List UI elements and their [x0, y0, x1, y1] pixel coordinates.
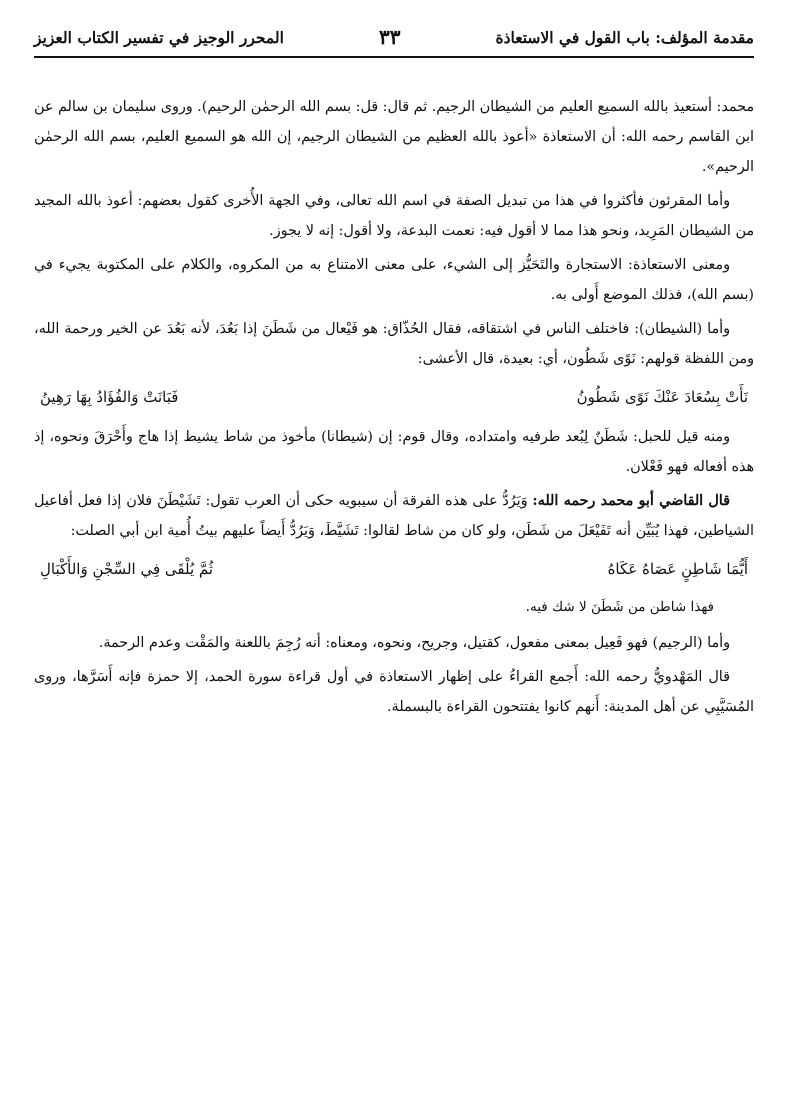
paragraph-7: وأما (الرجيم) فهو فَعِيل بمعنى مفعول، كقتيل، وجريح، ونحوه، ومعناه: أنه رُجِمَ باللعنة والمَقْت وعدم الرحمة. — [98, 635, 730, 651]
poem-verse-al-asha — [34, 382, 754, 412]
poem-verse-umayya — [34, 554, 754, 584]
verse-1-second-hemistich: فَبَانَتْ وَالفُؤَادُ بِهَا رَهِينُ — [40, 388, 179, 406]
running-header — [34, 22, 754, 52]
paragraph-5: ومنه قيل للحبل: شَطَنٌ لِبُعد طرفيه وامتداده، وقال قوم: إن (شيطانا) مأخوذ من شاط يشيط إذا هاج وأَحْرَقَ ونحوه، إذ هذه أفعاله فهو فَعْلان. — [34, 429, 754, 475]
paragraph-2: وأما المقرئون فأكثروا في هذا من تبديل الصفة في اسم الله تعالى، وفي الجهة الأُخرى كقول بعضهم: أعوذ بالله المجيد من الشيطان المَرِيد، ونحو هذا مما لا أقول فيه: نعمت البدعة، ولا أقول: إنه لا يجوز. — [34, 193, 754, 239]
verse-2-second-hemistich: ثُمَّ يُلْقَى فِي السِّجْنِ وَالأَكْبَالِ — [40, 560, 214, 578]
verse-2-note: فهذا شاطن من شَطَنَ لا شك فيه. — [525, 599, 714, 615]
header-rule — [34, 56, 754, 58]
main-text — [34, 92, 754, 726]
paragraph-8: قال المَهْدويُّ رحمه الله: أَجمع القراءُ على إظهار الاستعاذة في أول قراءة سورة الحمد، إلا حمزة فإنه أَسَرَّها، وروى المُسَيَّبِي عن أهل المدينة: أَنهم كانوا يفتتحون القراءة بالبسملة. — [34, 669, 754, 715]
verse-2-first-hemistich: أَيُّمَا شَاطِنٍ عَصَاهُ عَكَاهُ — [607, 560, 748, 578]
verse-1-first-hemistich: نَأَتْ بِسُعَادَ عَنْكَ نَوًى شَطُونُ — [576, 388, 748, 406]
header-chapter-title: مقدمة المؤلف: باب القول في الاستعاذة — [495, 27, 754, 47]
paragraph-6-text: وَيَرُدُّ على هذه الفرقة أن سيبويه حكى أن العرب تقول: تَشَيْطَنَ فلان إذا فعل أفاعيل الشياطين، فهذا يُبَيِّن أنه تَفَيْعَلَ من شَطَن، ولو كان من شاط لقالوا: تَشَيَّطَ، وَيَرُدُّ أَيضاً عليهم بيتُ أُمية ابن أبي الصلت: — [34, 493, 754, 539]
paragraph-4: وأما (الشيطان): فاختلف الناس في اشتقاقه، فقال الحُذّاق: هو فَيْعال من شَطَنَ إذا بَعُدَ، لأنه بَعُدَ عن الخير ورحمة الله، ومن اللفظة قولهم: نَوًى شَطُون، أي: بعيدة، قال الأعشى: — [34, 321, 754, 367]
header-book-title: المحرر الوجيز في تفسير الكتاب العزيز — [34, 27, 284, 47]
paragraph-6-lead: قال القاضي أبو محمد رحمه الله: — [532, 493, 731, 509]
page-number: ٣٣ — [378, 25, 401, 49]
paragraph-1: محمد: أستعيذ بالله السميع العليم من الشيطان الرجيم. ثم قال: قل: بسم الله الرحمٰن الرحيم). وروى سليمان بن سالم عن ابن القاسم رحمه الله: أن الاستعاذة «أعوذ بالله العظيم من الشيطان الرجيم، إن الله هو السميع العليم، بسم الله الرحمٰن الرحيم». — [34, 99, 754, 175]
paragraph-3: ومعنى الاستعاذة: الاستجارة والتَحَيُّز إلى الشيء، على معنى الامتناع به من المكروه، والكلام على المكتوبة يجيء في (بسم الله)، فذلك الموضع أَولى به. — [34, 257, 754, 303]
paragraph-6 — [34, 486, 754, 546]
